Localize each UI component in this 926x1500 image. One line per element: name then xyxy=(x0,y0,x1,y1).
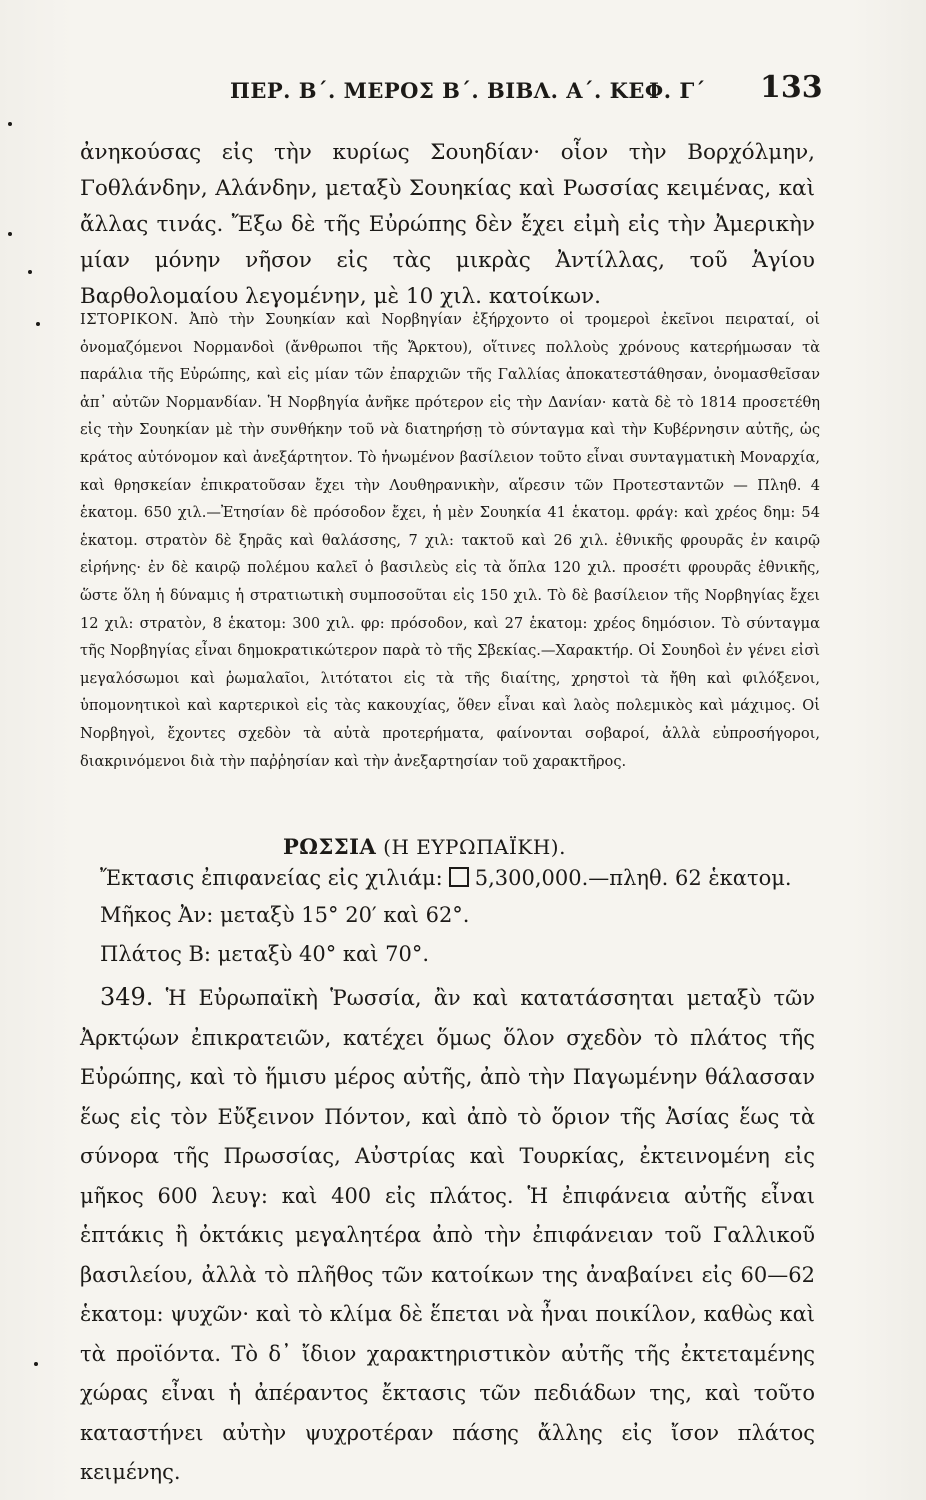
margin-mark xyxy=(8,122,12,126)
section-title-main: ΡΩΣΣΙΑ xyxy=(283,834,377,859)
margin-mark xyxy=(36,322,40,326)
history-text: Ἀπὸ τὴν Σουηκίαν καὶ Νορβηγίαν ἐξήρχοντο οἱ τρομεροὶ ἐκεῖνοι πειραταί, οἱ ὀνομαζόμενοι Νορμανδοὶ (ἄνθρωποι τῆς Ἄρκτου), οἵτινες πολλοὺς χρόνους κατερήμωσαν τὰ παράλια τῆς Εὐρώπης, καὶ εἰς μίαν τῶν ἐπαρχιῶν τῆς Γαλλίας ἀποκατεστάθησαν, ὀνομασθεῖσαν ἀπ᾽ αὐτῶν Νορμανδίαν. Ἡ Νορβηγία ἀνῆκε πρότερον εἰς τὴν Δανίαν· κατὰ δὲ τὸ 1814 προσετέθη εἰς τὴν Σουηκίαν μὲ τὴν συνθήκην τοῦ νὰ διατηρήσῃ τὸ σύνταγμα καὶ τὴν Κυβέρνησιν αὐτῆς, ὡς κράτος αὐτόνομον καὶ ἀνεξάρτητον. Τὸ ἡνωμένον βασίλειον τοῦτο εἶναι συνταγματικὴ Μοναρχία, καὶ θρησκείαν ἐπικρατοῦσαν ἔχει τὴν Λουθηρανικὴν, αἵρεσιν τῶν Προτεσταντῶν — Πληθ. 4 ἑκατομ. 650 χιλ.—Ἐτησίαν δὲ πρόσοδον ἔχει, ἡ μὲν Σουηκία 41 ἑκατομ. φράγ: καὶ χρέος δημ: 54 ἑκατομ. στρατὸν δὲ ξηρᾶς καὶ θαλάσσης, 7 χιλ: τακτοῦ καὶ 26 χιλ. ἐθνικῆς φρουρᾶς ἐν καιρῷ εἰρήνης· ἐν δὲ καιρῷ πολέμου καλεῖ ὁ βασιλεὺς εἰς τὰ ὅπλα 120 χιλ. προσέτι φρουρᾶς ἐθνικῆς, ὥστε ὅλη ἡ δύναμις ἡ στρατιωτικὴ συμποσοῦται εἰς 150 χιλ. Τὸ δὲ βασίλειον τῆς Νορβηγίας ἔχει 12 χιλ: στρατὸν, 8 ἑκατομ: 300 χιλ. φρ: πρόσοδον, καὶ 27 ἑκατομ: χρέος δημόσιον. Τὸ σύνταγμα τῆς Νορβηγίας εἶναι δημοκρατικώτερον παρὰ τὸ τῆς Σβεκίας.—Χαρακτήρ. Οἱ Σουηδοὶ ἐν γένει εἰσὶ μεγαλόσωμοι καὶ ῥωμαλαῖοι, λιτότατοι εἰς τὰ τῆς διαίτης, χρηστοὶ τὰ ἤθη καὶ φιλόξενοι, ὑπομονητικοὶ καὶ καρτερικοὶ εἰς τὰς κακουχίας, ὅθεν εἶναι καὶ λαὸς πολεμικὸς καὶ μάχιμος. Οἱ Νορβηγοὶ, ἔχοντες σχεδὸν τὰ αὐτὰ προτερήματα, φαίνονται σοβαροί, ἀλλὰ εὐπροσήγοροι, διακρινόμενοι διὰ τὴν παῤῥησίαν καὶ τὴν ἀνεξαρτησίαν τοῦ χαρακτῆρος. xyxy=(80,311,821,770)
paragraph-349 xyxy=(80,978,815,1493)
section-title-sub: (Η ΕΥΡΩΠΑΪΚΗ). xyxy=(383,835,566,859)
margin-mark xyxy=(34,1362,38,1366)
stat-area-value: 5,300,000.—πληθ. 62 ἑκατομ. xyxy=(474,866,792,890)
section-title xyxy=(283,834,703,859)
stat-latitude: Πλάτος Β: μεταξὺ 40° καὶ 70°. xyxy=(100,942,430,966)
margin-mark xyxy=(8,232,12,236)
paragraph-history xyxy=(80,306,820,775)
history-heading: ΙΣΤΟΡΙΚΟΝ. xyxy=(80,311,179,328)
margin-mark xyxy=(28,270,32,274)
stat-area-label: Ἔκτασις ἐπιφανείας εἰς χιλιάμ: xyxy=(100,866,443,890)
paragraph-sweden-islands: ἀνηκούσας εἰς τὴν κυρίως Σουηδίαν· οἷον τὴν Βορχόλμην, Γοθλάνδην, Αλάνδην, μεταξὺ Σουηκίας καὶ Ρωσσίας κειμένας, καὶ ἄλλας τινάς. Ἔξω δὲ τῆς Εὐρώπης δὲν ἔχει εἰμὴ εἰς τὴν Ἀμερικὴν μίαν μόνην νῆσον εἰς τὰς μικρὰς Ἀντίλλας, τοῦ Ἁγίου Βαρθολομαίου λεγομένην, μὲ 10 χιλ. κατοίκων. xyxy=(80,140,815,309)
paragraph-349-text: Ἡ Εὐρωπαϊκὴ Ῥωσσία, ἂν καὶ κατατάσσηται μεταξὺ τῶν Ἀρκτῴων ἐπικρατειῶν, κατέχει ὅμως ὅλον σχεδὸν τὸ πλάτος τῆς Εὐρώπης, καὶ τὸ ἥμισυ μέρος αὐτῆς, ἀπὸ τὴν Παγωμένην θάλασσαν ἕως εἰς τὸν Εὔξεινον Πόντον, καὶ ἀπὸ τὸ ὅριον τῆς Ἀσίας ἕως τὰ σύνορα τῆς Πρωσσίας, Αὐστρίας καὶ Τουρκίας, ἐκτεινομένη εἰς μῆκος 600 λευγ: καὶ 400 εἰς πλάτος. Ἡ ἐπιφάνεια αὐτῆς εἶναι ἑπτάκις ἢ ὀκτάκις μεγαλητέρα ἀπὸ τὴν ἐπιφάνειαν τοῦ Γαλλικοῦ βασιλείου, ἀλλὰ τὸ πλῆθος τῶν κατοίκων της ἀναβαίνει εἰς 60—62 ἑκατομ: ψυχῶν· καὶ τὸ κλίμα δὲ ἕπεται νὰ ἦναι ποικίλον, καθὼς καὶ τὰ προϊόντα. Τὸ δ᾽ ἴδιον χαρακτηριστικὸν αὐτῆς τῆς ἐκτεταμένης χώρας εἶναι ἡ ἀπέραντος ἔκτασις τῶν πεδιάδων της, καὶ τοῦτο καταστήνει αὐτὴν ψυχροτέραν πάσης ἄλλης εἰς ἴσον πλάτος κειμένης. xyxy=(80,986,815,1484)
page-number: 133 xyxy=(760,70,823,105)
stat-longitude: Μῆκος Ἀν: μεταξὺ 15° 20′ καὶ 62°. xyxy=(100,903,470,927)
paragraph-number: 349. xyxy=(100,983,154,1011)
square-icon xyxy=(449,867,469,887)
stat-area xyxy=(100,866,830,890)
running-header: ΠΕΡ. Β΄. ΜΕΡΟΣ Β΄. ΒΙΒΛ. Α΄. ΚΕΦ. Γ΄ xyxy=(230,78,706,103)
